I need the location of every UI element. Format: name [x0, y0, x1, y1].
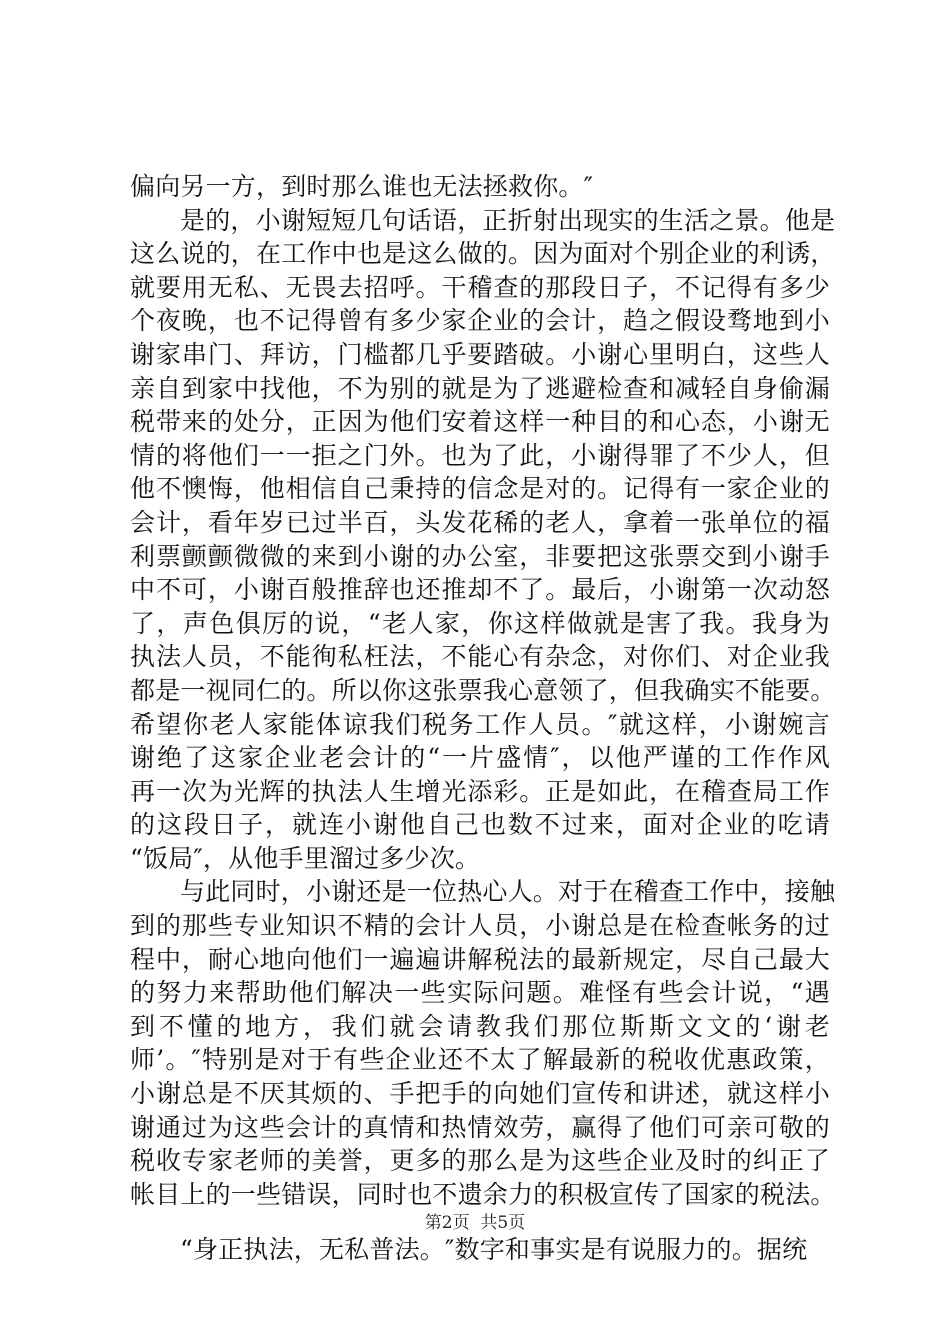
- text-line: 执法人员，不能徇私枉法，不能心有杂念，对你们、对企业我: [130, 642, 830, 672]
- text-line: 利票颤颤微微的来到小谢的办公室，非要把这张票交到小谢手: [130, 541, 830, 571]
- text-line: 他不懊悔，他相信自己秉持的信念是对的。记得有一家企业的: [130, 474, 830, 504]
- page-number: 第2页 共5页: [424, 1213, 526, 1233]
- text-line: 这么说的，在工作中也是这么做的。因为面对个别企业的利诱，: [130, 239, 836, 269]
- text-line: 谢通过为这些会计的真情和热情效劳，赢得了他们可亲可敬的: [130, 1112, 830, 1142]
- text-line: 到不懂的地方，我们就会请教我们那位斯斯文文的‘谢老: [130, 1011, 830, 1041]
- text-line: 就要用无私、无畏去招呼。干稽查的那段日子，不记得有多少: [130, 272, 830, 302]
- text-line: 的这段日子，就连小谢他自己也数不过来，面对企业的吃请: [130, 810, 830, 840]
- text-line: 中不可，小谢百般推辞也还推却不了。最后，小谢第一次动怒: [130, 575, 830, 605]
- text-line: 会计，看年岁已过半百，头发花稀的老人，拿着一张单位的福: [130, 507, 830, 537]
- text-line: “身正执法，无私普法。″数字和事实是有说服力的。据统: [180, 1235, 808, 1265]
- text-line: 程中，耐心地向他们一遍遍讲解税法的最新规定，尽自己最大: [130, 944, 830, 974]
- text-line: 师’。″特别是对于有些企业还不太了解最新的税收优惠政策，: [130, 1045, 830, 1075]
- text-line: 帐目上的一些错误，同时也不遗余力的积极宣传了国家的税法。: [130, 1179, 836, 1209]
- text-line: 是的，小谢短短几句话语，正折射出现实的生活之景。他是: [180, 205, 836, 235]
- text-line: 都是一视同仁的。所以你这张票我心意领了，但我确实不能要。: [130, 675, 836, 705]
- text-line: 谢家串门、拜访，门槛都几乎要踏破。小谢心里明白，这些人: [130, 339, 830, 369]
- text-line: 税带来的处分，正因为他们安着这样一种目的和心态，小谢无: [130, 407, 830, 437]
- text-line: 谢绝了这家企业老会计的“一片盛情″，以他严谨的工作作风: [130, 743, 830, 773]
- text-line: 到的那些专业知识不精的会计人员，小谢总是在检查帐务的过: [130, 911, 830, 941]
- text-line: 情的将他们一一拒之门外。也为了此，小谢得罪了不少人，但: [130, 440, 830, 470]
- text-line: 个夜晚，也不记得曾有多少家企业的会计，趋之假设骛地到小: [130, 306, 830, 336]
- text-line: 税收专家老师的美誉，更多的那么是为这些企业及时的纠正了: [130, 1146, 830, 1176]
- text-line: 的努力来帮助他们解决一些实际问题。难怪有些会计说，“遇: [130, 978, 830, 1008]
- text-line: “饭局″，从他手里溜过多少次。: [130, 843, 481, 873]
- text-line: 亲自到家中找他，不为别的就是为了逃避检查和减轻自身偷漏: [130, 373, 830, 403]
- document-body: [130, 170, 836, 1267]
- text-line: 了，声色俱厉的说，“老人家，你这样做就是害了我。我身为: [130, 608, 830, 638]
- page-footer: [0, 1212, 950, 1234]
- text-line: 再一次为光辉的执法人生增光添彩。正是如此，在稽查局工作: [130, 776, 830, 806]
- text-line: 偏向另一方，到时那么谁也无法拯救你。″: [130, 172, 594, 201]
- text-line: 小谢总是不厌其烦的、手把手的向她们宣传和讲述，就这样小: [130, 1079, 830, 1109]
- text-line: 希望你老人家能体谅我们税务工作人员。″就这样，小谢婉言: [130, 709, 830, 739]
- text-line: 与此同时，小谢还是一位热心人。对于在稽查工作中，接触: [180, 877, 836, 907]
